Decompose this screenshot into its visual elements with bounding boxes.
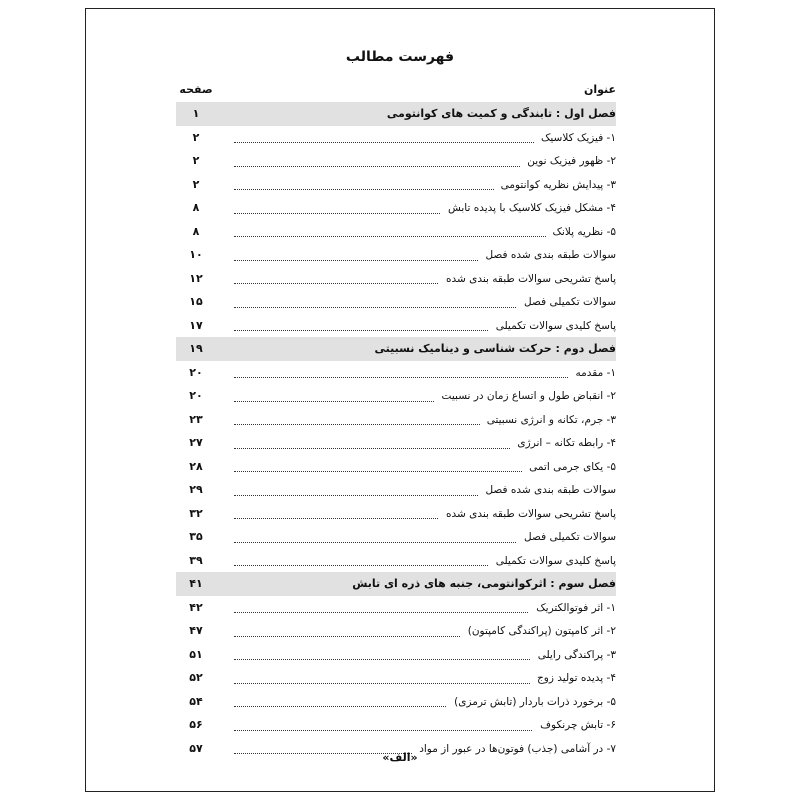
toc-entry-row [176, 243, 616, 267]
toc-page-number: ۲۸ [176, 455, 216, 479]
toc-entry-title: ۷- در آشامی (جذب) فوتون‌ها در عبور از مواد [419, 742, 616, 755]
toc-entry-label-wrap [510, 431, 616, 455]
toc-page-number: ۵۷ [176, 737, 216, 761]
page-title: فهرست مطالب [345, 49, 455, 65]
toc-page-number: ۳۲ [176, 502, 216, 526]
toc-entry-row [176, 502, 616, 526]
toc-entry-row [176, 173, 616, 197]
toc-entry-title: ۴- رابطه تکانه – انرژی [517, 437, 616, 449]
toc-entry-row [176, 713, 616, 737]
toc-page-number: ۴۲ [176, 596, 216, 620]
toc-entry-row [176, 643, 616, 667]
toc-entry-label-wrap [517, 525, 616, 549]
toc-entry-row [176, 408, 616, 432]
toc-entry-title: ۲- ظهور فیزیک نوین [527, 155, 616, 167]
toc-entry-label-wrap [546, 220, 617, 244]
toc-entry-title: پاسخ کلیدی سوالات تکمیلی [495, 554, 616, 567]
toc-page-number: ۱۹ [176, 337, 216, 361]
toc-entry-row [176, 149, 616, 173]
document-page [85, 8, 715, 792]
toc-entry-title: ۱- فیزیک کلاسیک [540, 131, 616, 144]
toc-page-number: ۴۱ [176, 572, 216, 596]
toc-entry-title: سوالات طبقه بندی شده فصل [485, 249, 616, 261]
chapter-title: فصل اول : تابندگی و کمیت های کوانتومی [386, 107, 616, 120]
toc-entry-row [176, 525, 616, 549]
toc-entry-row [176, 361, 616, 385]
toc-page-number: ۵۲ [176, 666, 216, 690]
toc-page-number: ۳۵ [176, 525, 216, 549]
toc-entry-label-wrap [435, 384, 616, 408]
toc-entry-label-wrap [439, 267, 616, 291]
toc-entry-title: ۲- اثر کامپتون (پراکندگی کامپتون) [467, 625, 616, 637]
toc-entry-row [176, 290, 616, 314]
toc-page-number: ۳۹ [176, 549, 216, 573]
toc-entry-row [176, 196, 616, 220]
toc-entry-title: سوالات طبقه بندی شده فصل [485, 484, 616, 496]
toc-entry-title: ۳- پیدایش نظریه کوانتومی [500, 178, 616, 191]
toc-entry-label-wrap [522, 455, 616, 479]
toc-entry-title: سوالات تکمیلی فصل [524, 531, 616, 543]
title-column-header: عنوان [583, 83, 616, 96]
toc-page-number: ۲۷ [176, 431, 216, 455]
dot-leader [234, 377, 616, 378]
toc-entry-label-wrap [478, 243, 616, 267]
toc-page-number: ۲ [176, 126, 216, 150]
toc-entry-row [176, 267, 616, 291]
toc-page-number: ۲ [176, 149, 216, 173]
toc-entry-title: ۵- یکای جرمی اتمی [529, 460, 616, 473]
toc-entry-label-wrap [533, 713, 616, 737]
toc-entry-label-wrap [569, 361, 616, 385]
toc-page-number: ۲۹ [176, 478, 216, 502]
page-number-footer: «الف» [382, 751, 418, 764]
toc-entry-title: ۱- مقدمه [575, 366, 616, 379]
toc-entry-label-wrap [367, 337, 616, 361]
toc-page-number: ۱۷ [176, 314, 216, 338]
toc-page-number: ۵۱ [176, 643, 216, 667]
toc-header [176, 83, 616, 101]
toc-chapter-row [176, 572, 616, 596]
toc-entry-label-wrap [441, 196, 616, 220]
toc-page-number: ۱ [176, 102, 216, 126]
toc-page-number: ۲۰ [176, 384, 216, 408]
toc-page-number: ۵۶ [176, 713, 216, 737]
toc-entry-title: ۳- پراکندگی رایلی [537, 648, 616, 661]
toc-page-number: ۱۵ [176, 290, 216, 314]
toc-page-number: ۴۷ [176, 619, 216, 643]
toc-entry-row [176, 431, 616, 455]
toc-entry-label-wrap [380, 102, 616, 126]
toc-entry-label-wrap [478, 478, 616, 502]
toc-entry-title: ۵- برخورد ذرات باردار (تابش ترمزی) [454, 695, 616, 708]
toc-entry-title: ۲- انقباض طول و اتساع زمان در نسبیت [441, 390, 616, 402]
toc-page-number: ۸ [176, 196, 216, 220]
toc-entry-row [176, 126, 616, 150]
toc-entry-label-wrap [345, 572, 616, 596]
toc-page-number: ۱۰ [176, 243, 216, 267]
toc-entry-label-wrap [530, 666, 616, 690]
toc-page-number: ۲ [176, 173, 216, 197]
toc-entry-title: پاسخ تشریحی سوالات طبقه بندی شده [445, 507, 616, 520]
toc-entry-title: ۴- مشکل فیزیک کلاسیک با پدیده تابش [447, 202, 616, 214]
toc-entry-label-wrap [439, 502, 616, 526]
toc-entry-label-wrap [534, 126, 616, 150]
toc-entry-row [176, 455, 616, 479]
toc-entry-row [176, 220, 616, 244]
toc-page-number: ۵۴ [176, 690, 216, 714]
toc-entry-row [176, 549, 616, 573]
toc-page-number: ۱۲ [176, 267, 216, 291]
page-column-header: صفحه [179, 83, 213, 96]
toc-page-number: ۸ [176, 220, 216, 244]
toc-entry-label-wrap [494, 173, 616, 197]
toc-entry-label-wrap [489, 549, 616, 573]
toc-entry-title: ۶- تابش چرنکوف [540, 719, 616, 731]
toc-entry-title: سوالات تکمیلی فصل [524, 296, 616, 308]
toc-page-number: ۲۰ [176, 361, 216, 385]
toc-entry-label-wrap [489, 314, 616, 338]
toc-entry-title: پاسخ تشریحی سوالات طبقه بندی شده [445, 272, 616, 285]
toc-entry-label-wrap [529, 596, 616, 620]
toc-entry-title: پاسخ کلیدی سوالات تکمیلی [495, 319, 616, 332]
toc-entry-label-wrap [520, 149, 616, 173]
toc-entry-title: ۳- جرم، تکانه و انرژی نسبیتی [486, 413, 616, 426]
toc-entry-row [176, 690, 616, 714]
toc-page-number: ۲۳ [176, 408, 216, 432]
toc-entry-title: ۴- پدیده تولید زوج [537, 672, 616, 684]
toc-entry-title: ۱- اثر فوتوالکتریک [536, 601, 616, 614]
toc-entry-row [176, 384, 616, 408]
toc-chapter-row [176, 337, 616, 361]
toc-chapter-row [176, 102, 616, 126]
table-of-contents [176, 102, 616, 760]
toc-entry-label-wrap [447, 690, 616, 714]
toc-entry-row [176, 666, 616, 690]
toc-entry-row [176, 619, 616, 643]
toc-entry-label-wrap [531, 643, 616, 667]
toc-entry-row [176, 314, 616, 338]
toc-entry-row [176, 596, 616, 620]
toc-entry-label-wrap [517, 290, 616, 314]
toc-entry-label-wrap [461, 619, 616, 643]
toc-entry-label-wrap [480, 408, 616, 432]
chapter-title: فصل سوم : اثرکوانتومی، جنبه های ذره ای تابش [352, 577, 616, 590]
toc-entry-row [176, 478, 616, 502]
toc-entry-title: ۵- نظریه پلانک [552, 225, 616, 238]
chapter-title: فصل دوم : حرکت شناسی و دینامیک نسبیتی [374, 342, 616, 355]
